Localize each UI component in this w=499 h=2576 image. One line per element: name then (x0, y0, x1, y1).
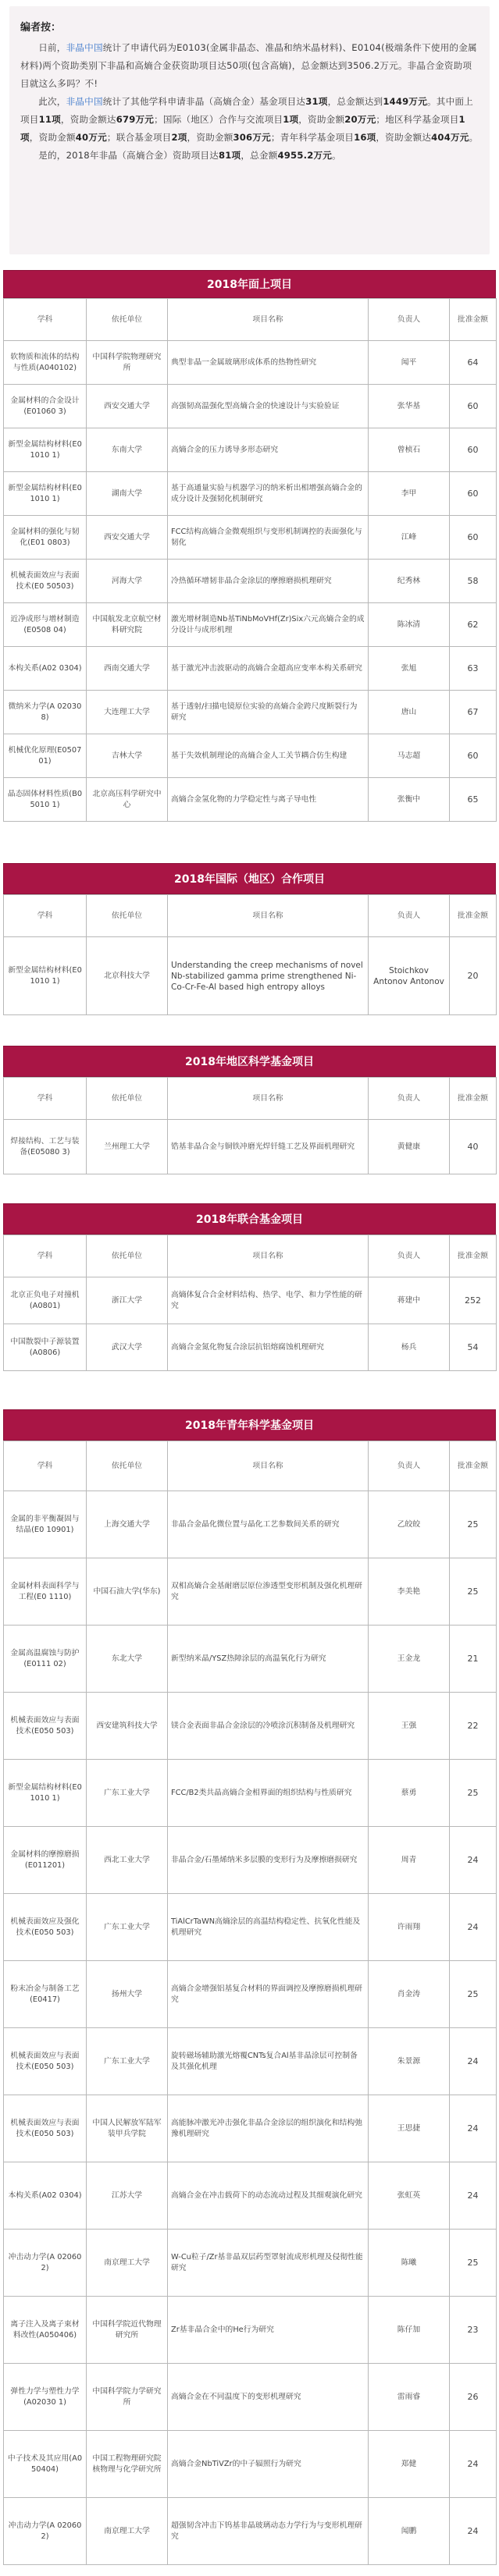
editor-note-paragraph-3 (20, 147, 479, 165)
cell-subject: 晶态固体材料性质(B05010 1) (4, 778, 87, 822)
col-unit: 依托单位 (87, 1441, 168, 1491)
cell-project-name: 激光增材制造Nb基TiNbMoVHf(Zr)Six六元高熵合金的成分设计与成形机理 (168, 603, 369, 647)
cell-amount: 24 (450, 2028, 497, 2095)
col-subject: 学科 (4, 1078, 87, 1120)
cell-unit: 武汉大学 (87, 1324, 168, 1371)
col-unit: 依托单位 (87, 895, 168, 937)
cell-project-name: Understanding the creep mechanisms of novel Nb-stabilized gamma prime strengthened Ni-Co-Cr-Fe-Al based high entropy alloys (168, 937, 369, 1015)
note-text: ；国际（地区）合作与交流项目 (154, 114, 283, 125)
cell-leader: 闻平 (369, 341, 450, 385)
cell-unit: 吉林大学 (87, 734, 168, 778)
cell-unit: 西安建筑科技大学 (87, 1693, 168, 1760)
cell-unit: 北京高压科学研究中心 (87, 778, 168, 822)
col-amount: 批准金额 (450, 1235, 497, 1277)
cell-leader: 闻鹏 (369, 2498, 450, 2565)
table-row (4, 1277, 497, 1324)
section-joint-program (3, 1203, 496, 1371)
cell-unit: 东南大学 (87, 428, 168, 472)
cell-subject: 软物质和流体的结构与性质(A040102) (4, 341, 87, 385)
cell-amount: 24 (450, 1827, 497, 1894)
cell-unit: 北京科技大学 (87, 937, 168, 1015)
editor-note-paragraph-1 (20, 39, 479, 93)
cell-project-name: 高能脉冲激光冲击强化非晶合金涂层的组织演化和结构弛豫机理研究 (168, 2095, 369, 2162)
col-subject: 学科 (4, 1235, 87, 1277)
cell-amount: 23 (450, 2297, 497, 2364)
table-row (4, 2297, 497, 2364)
cell-leader: 乙皎皎 (369, 1491, 450, 1558)
cell-amount: 60 (450, 385, 497, 428)
col-project: 项目名称 (168, 299, 369, 341)
cell-leader: 唐山 (369, 691, 450, 734)
brand-link[interactable]: 非晶中国 (66, 96, 103, 107)
cell-unit: 中国科学院物理研究所 (87, 341, 168, 385)
col-project: 项目名称 (168, 895, 369, 937)
cell-project-name: 高熵合金的压力诱导多形态研究 (168, 428, 369, 472)
cell-leader: 张虹英 (369, 2162, 450, 2230)
cell-leader: 王强 (369, 1693, 450, 1760)
note-text: 。 (332, 150, 341, 161)
cell-subject: 机械表面效应与表面技术(E050 503) (4, 1693, 87, 1760)
cell-unit: 中国科学院近代物理研究所 (87, 2297, 168, 2364)
cell-subject: 焊接结构、工艺与装备(E05080 3) (4, 1120, 87, 1174)
col-unit: 依托单位 (87, 1235, 168, 1277)
cell-project-name: 高熵合金增强铝基复合材料的界面调控及摩擦磨损机理研究 (168, 1961, 369, 2028)
projects-table (3, 1077, 497, 1174)
note-highlight: 81项 (219, 150, 241, 161)
section-title: 2018年联合基金项目 (3, 1203, 496, 1235)
cell-amount: 25 (450, 1760, 497, 1827)
cell-subject: 金属材料的合金设计(E01060 3) (4, 385, 87, 428)
note-highlight: 11项 (38, 114, 61, 125)
col-project: 项目名称 (168, 1441, 369, 1491)
table-row (4, 734, 497, 778)
col-subject: 学科 (4, 895, 87, 937)
table-row (4, 1693, 497, 1760)
cell-subject: 中子技术及其应用(A050404) (4, 2431, 87, 2498)
cell-subject: 弹性力学与塑性力学(A02030 1) (4, 2364, 87, 2431)
note-text: 。 (469, 132, 479, 143)
cell-amount: 21 (450, 1626, 497, 1693)
cell-subject: 新型金属结构材料(E01010 1) (4, 428, 87, 472)
cell-amount: 60 (450, 516, 497, 560)
cell-project-name: 锆基非晶合金与铜铁冲磨光焊钎缝工艺及界面机理研究 (168, 1120, 369, 1174)
note-text: 是的，2018年非晶（高熵合金）资助项目达 (38, 150, 219, 161)
cell-amount: 24 (450, 2095, 497, 2162)
cell-unit: 西北工业大学 (87, 1827, 168, 1894)
section-general-program (3, 270, 496, 822)
cell-unit: 中国航发北京航空材料研究院 (87, 603, 168, 647)
note-text: ，资助金额达 (376, 132, 432, 143)
note-highlight: 1项 (20, 114, 465, 143)
col-subject: 学科 (4, 1441, 87, 1491)
cell-leader: 许雨翔 (369, 1894, 450, 1961)
table-row (4, 1120, 497, 1174)
cell-project-name: FCC/B2类共晶高熵合金相界面的组织结构与性质研究 (168, 1760, 369, 1827)
editor-note-paragraph-2 (20, 93, 479, 147)
cell-project-name: 基于失效机制理论的高熵合金人工关节耦合仿生构建 (168, 734, 369, 778)
cell-leader: 蔡勇 (369, 1760, 450, 1827)
table-row (4, 1961, 497, 2028)
cell-project-name: W-Cu粒子/Zr基非晶双层药型罩射流成形机理及侵彻性能研究 (168, 2230, 369, 2297)
table-row (4, 516, 497, 560)
cell-amount: 62 (450, 603, 497, 647)
col-leader: 负责人 (369, 299, 450, 341)
col-leader: 负责人 (369, 1441, 450, 1491)
cell-amount: 22 (450, 1693, 497, 1760)
note-text: ，资助金额 (187, 132, 233, 143)
table-row (4, 560, 497, 603)
editor-note-title: 编者按： (20, 22, 62, 34)
cell-subject: 金属材料的强化与韧化(E01 0803) (4, 516, 87, 560)
cell-amount: 54 (450, 1324, 497, 1371)
cell-subject: 本构关系(A02 0304) (4, 2162, 87, 2230)
cell-amount: 24 (450, 2162, 497, 2230)
section-title: 2018年国际（地区）合作项目 (3, 863, 496, 894)
note-highlight: 40万元 (75, 132, 107, 143)
cell-project-name: TiAlCrTaWN高熵涂层的高温结构稳定性、抗氧化性能及机理研究 (168, 1894, 369, 1961)
note-text: ；地区科学基金项目 (376, 114, 459, 125)
cell-unit: 南京理工大学 (87, 2498, 168, 2565)
cell-unit: 南京理工大学 (87, 2230, 168, 2297)
cell-unit: 浙江大学 (87, 1277, 168, 1324)
cell-project-name: 高熵合金在冲击载荷下的动态流动过程及其细观演化研究 (168, 2162, 369, 2230)
cell-amount: 25 (450, 1558, 497, 1626)
cell-leader: 陈仔加 (369, 2297, 450, 2364)
cell-subject: 近净成形与增材制造(E0508 04) (4, 603, 87, 647)
cell-unit: 中国人民解放军陆军装甲兵学院 (87, 2095, 168, 2162)
cell-leader: 雷雨睿 (369, 2364, 450, 2431)
cell-leader: 陈冰清 (369, 603, 450, 647)
projects-table (3, 1441, 497, 2565)
note-highlight: 679万元 (116, 114, 155, 125)
editor-note (9, 6, 490, 254)
cell-project-name: Zr基非晶合金中的He行为研究 (168, 2297, 369, 2364)
cell-subject: 金属材料的摩擦磨损(E011201) (4, 1827, 87, 1894)
note-text: 此次， (38, 96, 66, 107)
note-text: 统计了申请代码为E0103(金属非晶态、准晶和纳米晶材料)、E0104(极端条件下使用的金属材料)两个资助类别下非晶和高熵合金获资助项目达50项(包含高熵)，总金额达到3506.2万元。非晶合金资助项目就这么多吗？不! (20, 42, 477, 89)
cell-unit: 兰州理工大学 (87, 1120, 168, 1174)
cell-amount: 20 (450, 937, 497, 1015)
cell-project-name: 非晶合金/石墨烯纳米多层膜的变形行为及摩擦磨损研究 (168, 1827, 369, 1894)
cell-leader: 朱景源 (369, 2028, 450, 2095)
brand-link[interactable]: 非晶中国 (66, 42, 103, 53)
cell-unit: 扬州大学 (87, 1961, 168, 2028)
cell-unit: 江苏大学 (87, 2162, 168, 2230)
cell-subject: 机械优化原理(E050701) (4, 734, 87, 778)
cell-leader: 李甲 (369, 472, 450, 516)
cell-leader: 江峰 (369, 516, 450, 560)
note-highlight: 1项 (283, 114, 299, 125)
cell-leader: 王金龙 (369, 1626, 450, 1693)
table-row (4, 691, 497, 734)
cell-amount: 60 (450, 472, 497, 516)
col-project: 项目名称 (168, 1078, 369, 1120)
cell-subject: 冲击动力学(A 020602) (4, 2230, 87, 2297)
cell-project-name: 基于激光冲击波驱动的高熵合金超高应变率本构关系研究 (168, 647, 369, 691)
cell-amount: 64 (450, 341, 497, 385)
section-international-program (3, 863, 496, 1015)
cell-subject: 本构关系(A02 0304) (4, 647, 87, 691)
note-highlight: 1449万元 (383, 96, 427, 107)
table-row (4, 428, 497, 472)
note-text: 统计了其他学科申请非晶（高熵合金）基金项目达 (102, 96, 306, 107)
cell-subject: 北京正负电子对撞机(A0801) (4, 1277, 87, 1324)
cell-leader: Stoichkov Antonov Antonov (369, 937, 450, 1015)
cell-project-name: 镁合金表面非晶合金涂层的冷喷涂沉积制备及机理研究 (168, 1693, 369, 1760)
cell-unit: 河海大学 (87, 560, 168, 603)
note-text: 。其中面上项目 (20, 96, 473, 125)
note-highlight: 16项 (354, 132, 376, 143)
note-text: ，总金额 (241, 150, 278, 161)
cell-project-name: 冷热循环增韧非晶合金涂层的摩擦磨损机理研究 (168, 560, 369, 603)
cell-unit: 中国石油大学(华东) (87, 1558, 168, 1626)
cell-project-name: 高强韧高温强化型高熵合金的快速设计与实验验证 (168, 385, 369, 428)
cell-leader: 郑健 (369, 2431, 450, 2498)
col-amount: 批准金额 (450, 1441, 497, 1491)
cell-unit: 西安交通大学 (87, 385, 168, 428)
col-amount: 批准金额 (450, 1078, 497, 1120)
cell-unit: 广东工业大学 (87, 1760, 168, 1827)
cell-amount: 60 (450, 428, 497, 472)
note-text: ，总金额达到 (327, 96, 383, 107)
cell-subject: 离子注入及离子束材料改性(A050406) (4, 2297, 87, 2364)
cell-project-name: 基于透射/扫描电镜原位实验的高熵合金跨尺度断裂行为研究 (168, 691, 369, 734)
cell-unit: 广东工业大学 (87, 2028, 168, 2095)
col-amount: 批准金额 (450, 895, 497, 937)
col-project: 项目名称 (168, 1235, 369, 1277)
section-title: 2018年地区科学基金项目 (3, 1046, 496, 1077)
note-text: ，资助金额 (29, 132, 76, 143)
cell-unit: 大连理工大学 (87, 691, 168, 734)
note-highlight: 404万元 (431, 132, 469, 143)
cell-leader: 李美艳 (369, 1558, 450, 1626)
cell-unit: 中国科学院力学研究所 (87, 2364, 168, 2431)
cell-subject: 新型金属结构材料(E01010 1) (4, 472, 87, 516)
cell-project-name: 旋转磁场辅助激光熔覆CNTs复合Al基非晶涂层可控制备及其强化机理 (168, 2028, 369, 2095)
cell-leader: 陈曦 (369, 2230, 450, 2297)
cell-leader: 张华基 (369, 385, 450, 428)
cell-amount: 252 (450, 1277, 497, 1324)
note-text: ，资助金额 (298, 114, 345, 125)
cell-subject: 机械表面效应及强化技术(E050 503) (4, 1894, 87, 1961)
col-amount: 批准金额 (450, 299, 497, 341)
table-row (4, 1558, 497, 1626)
cell-leader: 马志超 (369, 734, 450, 778)
projects-table (3, 894, 497, 1015)
cell-subject: 新型金属结构材料(E01010 1) (4, 937, 87, 1015)
table-header-row (4, 895, 497, 937)
cell-amount: 58 (450, 560, 497, 603)
table-header-row (4, 1078, 497, 1120)
section-youth-program (3, 1409, 496, 2565)
cell-unit: 湖南大学 (87, 472, 168, 516)
table-row (4, 778, 497, 822)
table-row (4, 1894, 497, 1961)
cell-project-name: 高熵合金氮化物复合涂层抗铝熔腐蚀机理研究 (168, 1324, 369, 1371)
note-highlight: 20万元 (344, 114, 376, 125)
cell-project-name: 高熵合金氢化物的力学稳定性与离子导电性 (168, 778, 369, 822)
cell-subject: 机械表面效应与表面技术(E050 503) (4, 2028, 87, 2095)
note-text: ；联合基金项目 (106, 132, 172, 143)
section-regional-program (3, 1046, 496, 1174)
cell-subject: 金属材料表面科学与工程(E0 1110) (4, 1558, 87, 1626)
section-title: 2018年面上项目 (3, 270, 496, 298)
cell-project-name: 新型纳米晶/YSZ热障涂层的高温氧化行为研究 (168, 1626, 369, 1693)
note-highlight: 2项 (171, 132, 187, 143)
cell-subject: 金属高温腐蚀与防护(E0111 02) (4, 1626, 87, 1693)
table-row (4, 385, 497, 428)
table-header-row (4, 299, 497, 341)
projects-table (3, 298, 497, 822)
note-text: 日前， (38, 42, 66, 53)
cell-project-name: 高熵合金在不同温度下的变形机理研究 (168, 2364, 369, 2431)
cell-project-name: 非晶合金晶化微位置与晶化工艺参数间关系的研究 (168, 1491, 369, 1558)
cell-unit: 中国工程物理研究院核物理与化学研究所 (87, 2431, 168, 2498)
cell-amount: 25 (450, 2230, 497, 2297)
cell-subject: 中国散裂中子源装置(A0806) (4, 1324, 87, 1371)
table-row (4, 603, 497, 647)
table-row (4, 1626, 497, 1693)
section-title: 2018年青年科学基金项目 (3, 1409, 496, 1441)
cell-leader: 黄健康 (369, 1120, 450, 1174)
cell-amount: 65 (450, 778, 497, 822)
note-highlight: 306万元 (233, 132, 271, 143)
table-row (4, 2095, 497, 2162)
table-row (4, 2498, 497, 2565)
cell-amount: 25 (450, 1491, 497, 1558)
cell-amount: 63 (450, 647, 497, 691)
cell-leader: 杨兵 (369, 1324, 450, 1371)
note-text: ，资助金额达 (60, 114, 116, 125)
table-row (4, 1760, 497, 1827)
table-row (4, 937, 497, 1015)
table-row (4, 2431, 497, 2498)
cell-project-name: 高熵合金NbTiVZr的中子辐照行为研究 (168, 2431, 369, 2498)
note-text: ；青年科学基金项目 (270, 132, 355, 143)
cell-subject: 新型金属结构材料(E01010 1) (4, 1760, 87, 1827)
table-row (4, 341, 497, 385)
col-leader: 负责人 (369, 1235, 450, 1277)
table-header-row (4, 1441, 497, 1491)
cell-project-name: 典型非晶一金属玻璃形成体系的热物性研究 (168, 341, 369, 385)
table-row (4, 2364, 497, 2431)
table-row (4, 647, 497, 691)
cell-subject: 粉末冶金与制备工艺(E0417) (4, 1961, 87, 2028)
cell-amount: 24 (450, 2498, 497, 2565)
col-unit: 依托单位 (87, 1078, 168, 1120)
cell-project-name: 高熵体复合合金材料结构、热学、电学、和力学性能的研究 (168, 1277, 369, 1324)
table-row (4, 2230, 497, 2297)
cell-leader: 曾桢石 (369, 428, 450, 472)
cell-project-name: 基于高通量实验与机器学习的纳米析出相增强高熵合金的成分设计及强韧化机制研究 (168, 472, 369, 516)
cell-amount: 24 (450, 2431, 497, 2498)
cell-amount: 67 (450, 691, 497, 734)
cell-amount: 40 (450, 1120, 497, 1174)
col-unit: 依托单位 (87, 299, 168, 341)
cell-amount: 26 (450, 2364, 497, 2431)
cell-leader: 蒋建中 (369, 1277, 450, 1324)
col-leader: 负责人 (369, 1078, 450, 1120)
cell-leader: 周青 (369, 1827, 450, 1894)
cell-amount: 25 (450, 1961, 497, 2028)
cell-subject: 冲击动力学(A 020602) (4, 2498, 87, 2565)
cell-unit: 西南交通大学 (87, 647, 168, 691)
table-row (4, 1491, 497, 1558)
projects-table (3, 1235, 497, 1371)
col-subject: 学科 (4, 299, 87, 341)
cell-leader: 肖金涛 (369, 1961, 450, 2028)
cell-leader: 张衡中 (369, 778, 450, 822)
cell-project-name: 超强韧含冲击下钨基非晶玻璃动态力学行为与变形机理研究 (168, 2498, 369, 2565)
cell-subject: 机械表面效应与表面技术(E0 50503) (4, 560, 87, 603)
table-row (4, 472, 497, 516)
cell-project-name: 双相高熵合金基耐磨层原位渗透型变形机制及强化机理研究 (168, 1558, 369, 1626)
cell-unit: 西安交通大学 (87, 516, 168, 560)
cell-leader: 张旭 (369, 647, 450, 691)
cell-subject: 微纳米力学(A 020308) (4, 691, 87, 734)
cell-project-name: FCC结构高熵合金微观组织与变形机制调控的表面强化与韧化 (168, 516, 369, 560)
note-highlight: 31项 (305, 96, 328, 107)
table-header-row (4, 1235, 497, 1277)
cell-amount: 60 (450, 734, 497, 778)
cell-amount: 24 (450, 1894, 497, 1961)
cell-leader: 纪秀林 (369, 560, 450, 603)
cell-unit: 上海交通大学 (87, 1491, 168, 1558)
col-leader: 负责人 (369, 895, 450, 937)
table-row (4, 2162, 497, 2230)
note-highlight: 4955.2万元 (277, 150, 333, 161)
table-row (4, 1324, 497, 1371)
cell-leader: 王思捷 (369, 2095, 450, 2162)
table-row (4, 2028, 497, 2095)
table-row (4, 1827, 497, 1894)
cell-unit: 广东工业大学 (87, 1894, 168, 1961)
cell-subject: 机械表面效应与表面技术(E050 503) (4, 2095, 87, 2162)
cell-unit: 东北大学 (87, 1626, 168, 1693)
cell-subject: 金属的非平衡凝固与结晶(E0 10901) (4, 1491, 87, 1558)
